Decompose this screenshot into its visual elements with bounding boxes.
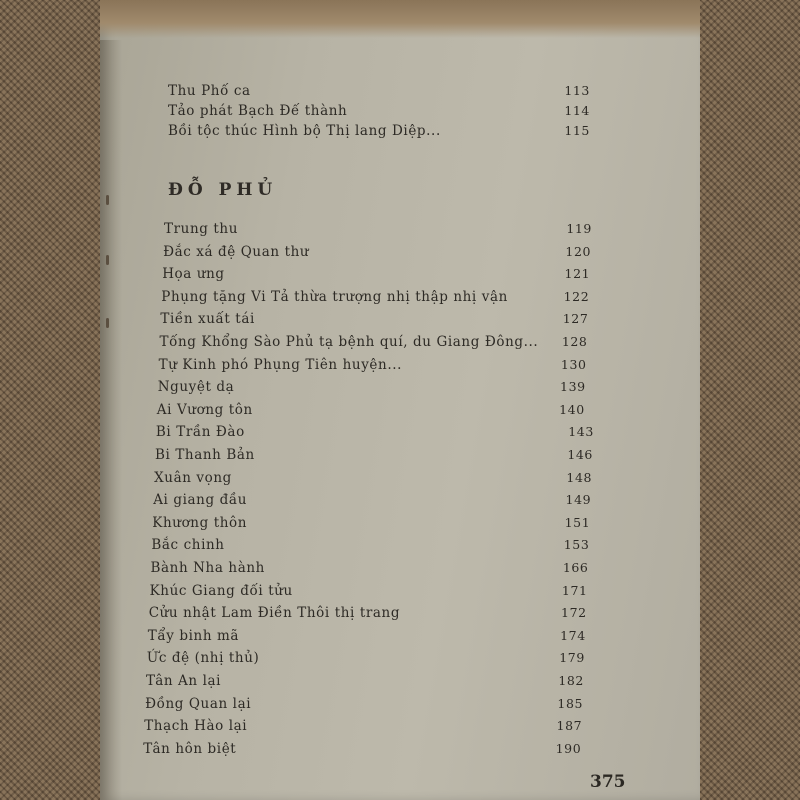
toc-page-number: 122 xyxy=(563,288,590,304)
toc-page-number: 127 xyxy=(562,311,589,327)
stitch-mark xyxy=(106,255,109,265)
toc-page-number: 172 xyxy=(561,605,587,621)
toc-page-number: 148 xyxy=(566,469,593,485)
toc-page-number: 190 xyxy=(555,740,582,756)
toc-title: Tẩy binh mã xyxy=(147,627,240,644)
toc-page-number: 185 xyxy=(557,695,584,711)
toc-page-number: 151 xyxy=(564,514,591,530)
toc-title: Tiền xuất tái xyxy=(160,311,255,328)
toc-title: Xuân vọng xyxy=(154,469,232,486)
toc-title: Ai giang đầu xyxy=(153,492,247,509)
page-spine xyxy=(100,40,122,800)
toc-title: Tống Khổng Sào Phủ tạ bệnh quí, du Giang Đông... xyxy=(159,334,539,350)
toc-page-number: 166 xyxy=(562,560,589,575)
toc-page-number: 140 xyxy=(559,401,585,417)
toc-title: Họa ưng xyxy=(162,266,225,283)
toc-title: Thạch Hào lại xyxy=(144,718,248,735)
page-folio: 375 xyxy=(590,772,626,792)
toc-title: Phụng tặng Vi Tả thừa trượng nhị thập nhị vận xyxy=(161,288,508,305)
toc-title: Bồi tộc thúc Hình bộ Thị lang Diệp... xyxy=(168,123,441,139)
toc-title: Khúc Giang đối tửu xyxy=(149,582,293,599)
toc-page-number: 149 xyxy=(565,492,592,508)
toc-title: Đồng Quan lại xyxy=(145,695,252,712)
toc-page-number: 174 xyxy=(560,627,586,643)
toc-page-number: 146 xyxy=(567,447,593,462)
toc-title: Trung thu xyxy=(164,221,238,237)
toc-title: Bành Nha hành xyxy=(150,560,265,576)
toc-page-number: 171 xyxy=(561,582,588,598)
toc-page-number: 179 xyxy=(559,650,585,666)
toc-page-number: 114 xyxy=(564,103,590,118)
toc-title: Ai Vương tôn xyxy=(156,401,253,418)
toc-page-number: 113 xyxy=(564,83,590,98)
toc-title: Tân An lại xyxy=(146,673,222,689)
toc-title: Thu Phố ca xyxy=(168,83,251,99)
toc-page-number: 143 xyxy=(568,424,594,440)
toc-page-number: 120 xyxy=(565,243,592,259)
toc-title: Tân hôn biệt xyxy=(143,740,237,757)
toc-page-number: 182 xyxy=(558,673,584,688)
toc-title: Khương thôn xyxy=(152,514,248,531)
toc-title: Nguyệt dạ xyxy=(157,379,235,396)
toc-page-number: 139 xyxy=(560,379,586,395)
toc-title: Tự Kinh phó Phụng Tiên huyện... xyxy=(158,356,402,373)
toc-title: Bi Thanh Bản xyxy=(155,447,255,463)
toc-page-number: 119 xyxy=(566,221,592,236)
toc-page-number: 130 xyxy=(560,356,587,372)
toc-title: Cửu nhật Lam Điền Thôi thị trang xyxy=(148,605,401,622)
toc-title: Bi Trần Đào xyxy=(155,424,245,441)
toc-page-number: 187 xyxy=(556,718,583,734)
page-top-edge xyxy=(100,0,700,38)
toc-page-number: 153 xyxy=(563,537,590,553)
stitch-mark xyxy=(106,195,109,205)
toc-page-number: 115 xyxy=(564,123,590,138)
toc-title: Bắc chinh xyxy=(151,537,225,554)
toc-title: Đắc xá đệ Quan thư xyxy=(163,243,310,260)
toc-title: Tảo phát Bạch Đế thành xyxy=(168,103,348,119)
toc-title: Ức đệ (nhị thủ) xyxy=(146,650,260,667)
stitch-mark xyxy=(106,318,109,328)
toc-page-number: 128 xyxy=(561,334,588,349)
toc-page-number: 121 xyxy=(564,266,591,282)
section-heading: ĐỖ PHỦ xyxy=(168,180,278,200)
